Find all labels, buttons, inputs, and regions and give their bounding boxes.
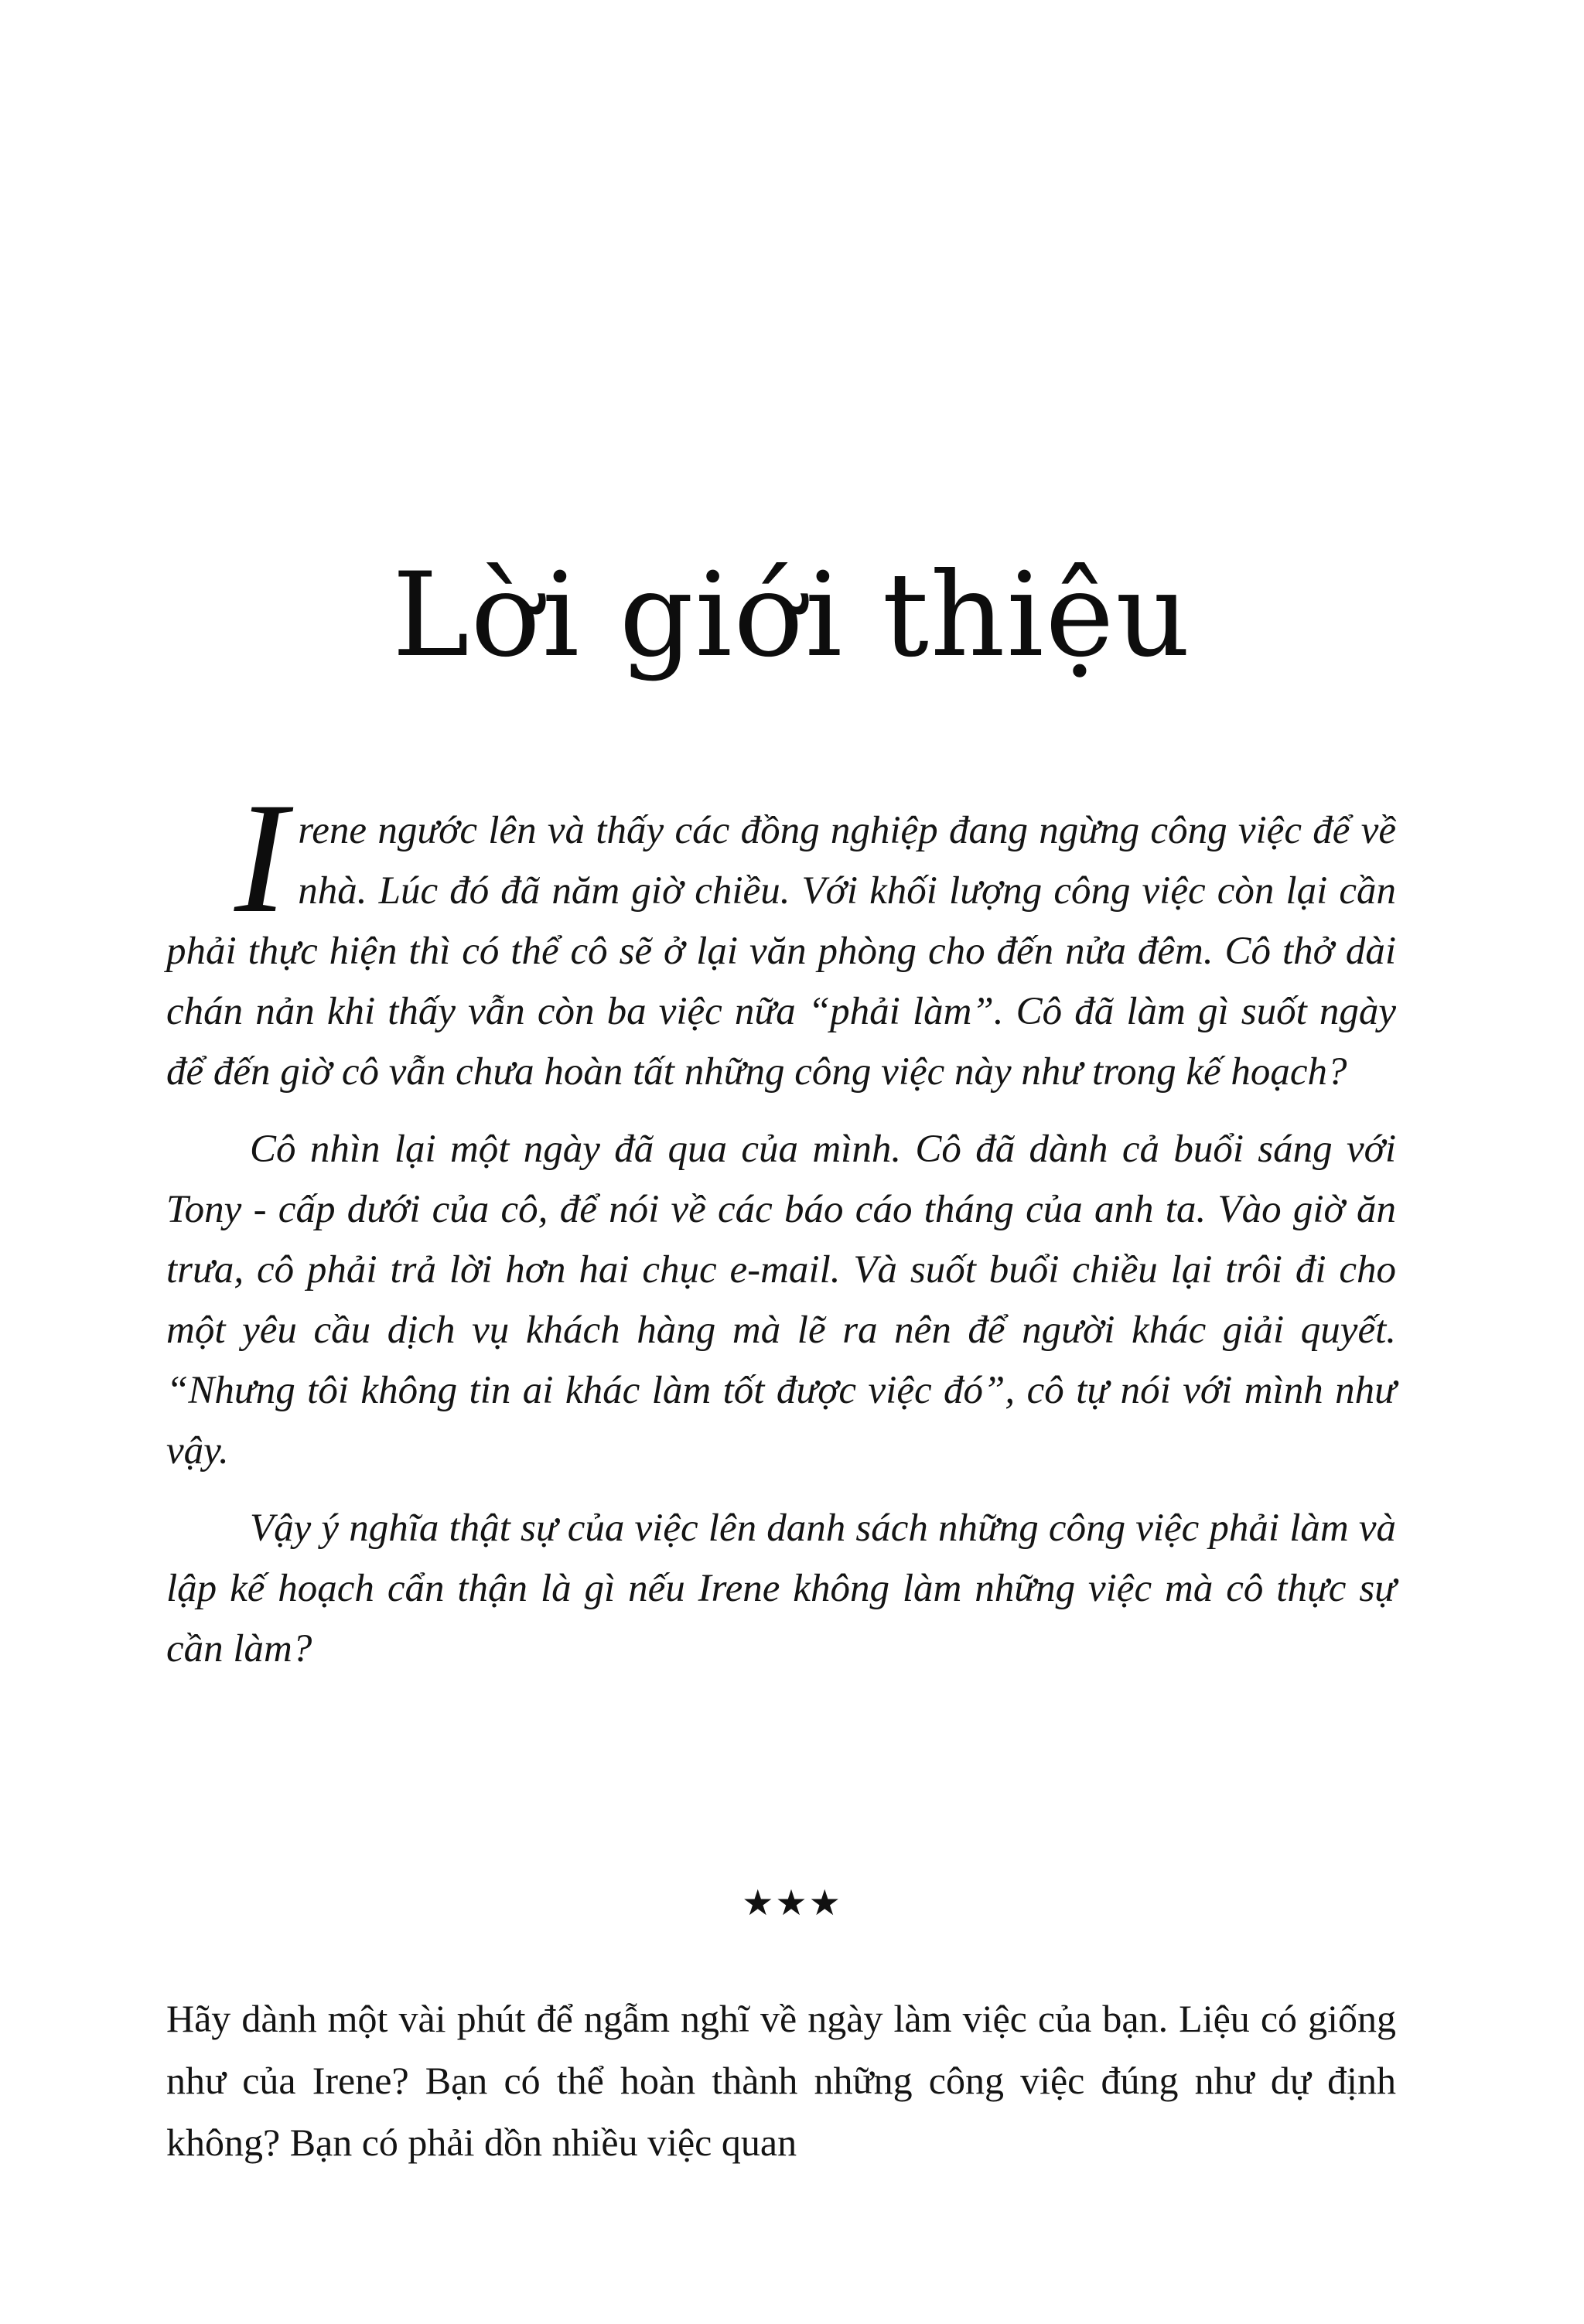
story-paragraph-2: Cô nhìn lại một ngày đã qua của mình. Cô đã dành cả buổi sáng với Tony - cấp dưới của cô, để nói về các báo cáo tháng của anh ta. Vào giờ ăn trưa, cô phải trả lời hơn hai chục e-mail. Và suốt buổi chiều lại trôi đi cho một yêu cầu dịch vụ khách hàng mà lẽ ra nên để người khác giải quyết. “Nhưng tôi không tin ai khác làm tốt được việc đó”, cô tự nói với mình như vậy.	[166, 1128, 1396, 1473]
chapter-title: Lời giới thiệu	[392, 548, 1192, 683]
story-paragraph-1	[166, 770, 1396, 1102]
reflection-paragraph: Hãy dành một vài phút để ngẫm nghĩ về ngày làm việc của bạn. Liệu có giống như của Irene? Bạn có thể hoàn thành những công việc đúng như dự định không? Bạn có phải dồn nhiều việc quan	[166, 1997, 1396, 2164]
story-passage	[166, 770, 1396, 1696]
story-paragraph-1-text: rene ngước lên và thấy các đồng nghiệp đang ngừng công việc để về nhà. Lúc đó đã năm giờ chiều. Với khối lượng công việc còn lại cần phải thực hiện thì có thể cô sẽ ở lại văn phòng cho đến nửa đêm. Cô thở dài chán nản khi thấy vẫn còn ba việc nữa “phải làm”. Cô đã làm gì suốt ngày để đến giờ cô vẫn chưa hoàn tất những công việc này như trong kế hoạch?	[166, 809, 1396, 1094]
story-paragraph-3: Vậy ý nghĩa thật sự của việc lên danh sách những công việc phải làm và lập kế hoạch cẩn thận là gì nếu Irene không làm những việc mà cô thực sự cần làm?	[166, 1507, 1396, 1670]
drop-cap-letter: I	[234, 770, 288, 946]
section-separator-stars: ★★★	[742, 1882, 842, 1923]
reflection-passage	[166, 1988, 1396, 2173]
